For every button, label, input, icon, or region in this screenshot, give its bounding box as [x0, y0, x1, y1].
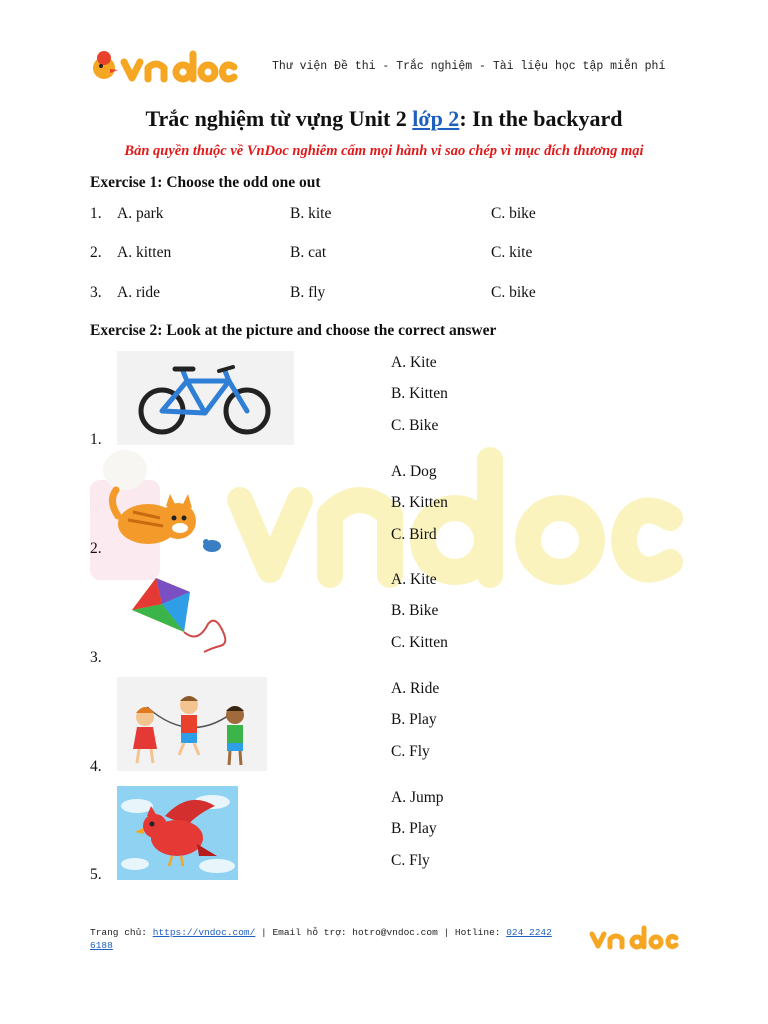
- ex2-item3-option-c: C. Kitten: [391, 634, 448, 651]
- ex1-row3-option-b: B. fly: [290, 284, 326, 301]
- ex1-row3-number: 3.: [90, 284, 102, 301]
- ex1-row1-option-c: C. bike: [491, 205, 536, 222]
- ex2-item2-option-b: B. Kitten: [391, 494, 448, 511]
- footer-home-label: Trang chủ:: [90, 927, 153, 938]
- page-footer: [90, 926, 560, 952]
- ex1-row3-option-a: A. ride: [117, 284, 161, 301]
- bike-image: [117, 351, 294, 445]
- ex2-item4-option-b: B. Play: [391, 711, 437, 728]
- title-text-after: : In the backyard: [459, 106, 623, 131]
- footer-email-text: | Email hỗ trợ: hotro@vndoc.com | Hotline:: [255, 927, 507, 938]
- kite-image: [128, 574, 236, 656]
- title-grade-link[interactable]: lớp 2: [412, 106, 460, 131]
- ex2-item4-option-a: A. Ride: [391, 680, 440, 697]
- copyright-notice: Bản quyền thuộc về VnDoc nghiêm cấm mọi hành vi sao chép vì mục đích thương mại: [124, 143, 644, 159]
- footer-home-link[interactable]: https://vndoc.com/: [152, 927, 256, 938]
- ex2-item5-option-a: A. Jump: [391, 789, 444, 806]
- vndoc-logo[interactable]: [90, 46, 240, 86]
- ex2-item4-option-c: C. Fly: [391, 743, 430, 760]
- ex2-item4-number: 4.: [90, 758, 102, 775]
- ex2-item2-number: 2.: [90, 540, 102, 557]
- footer-hotline-link[interactable]: 024 2242 6188: [90, 927, 552, 951]
- ex1-row1-number: 1.: [90, 205, 102, 222]
- vndoc-logo-icon: [90, 46, 240, 86]
- ex2-item2-option-a: A. Dog: [391, 463, 437, 480]
- ex1-row2-option-a: A. kitten: [117, 244, 172, 261]
- page-title: [0, 106, 768, 132]
- ex2-item5-option-c: C. Fly: [391, 852, 430, 869]
- ex1-row2-number: 2.: [90, 244, 102, 261]
- ex2-item1-option-a: A. Kite: [391, 354, 437, 371]
- kids-playing-image: [117, 677, 267, 771]
- ex2-item2-option-c: C. Bird: [391, 526, 437, 543]
- ex2-item1-option-b: B. Kitten: [391, 385, 448, 402]
- title-text-before: Trắc nghiệm từ vựng Unit 2: [145, 106, 413, 131]
- ex2-item5-option-b: B. Play: [391, 820, 437, 837]
- ex2-item3-option-b: B. Bike: [391, 602, 439, 619]
- ex2-item1-option-c: C. Bike: [391, 417, 439, 434]
- ex1-row2-option-b: B. cat: [290, 244, 327, 261]
- ex1-row2-option-c: C. kite: [491, 244, 533, 261]
- exercise2-heading: Exercise 2: Look at the picture and choose the correct answer: [90, 322, 497, 339]
- site-tagline: Thư viện Đề thi - Trắc nghiệm - Tài liệu học tập miễn phí: [272, 60, 666, 73]
- exercise1-heading: Exercise 1: Choose the odd one out: [90, 174, 321, 191]
- ex1-row1-option-b: B. kite: [290, 205, 332, 222]
- footer-logo[interactable]: [588, 924, 680, 950]
- ex2-item5-number: 5.: [90, 866, 102, 883]
- ex2-item3-number: 3.: [90, 649, 102, 666]
- vndoc-footer-logo-icon: [588, 924, 680, 950]
- bird-image: [117, 786, 238, 880]
- ex2-item3-option-a: A. Kite: [391, 571, 437, 588]
- ex2-item1-number: 1.: [90, 431, 102, 448]
- ex1-row3-option-c: C. bike: [491, 284, 536, 301]
- kitten-image: [108, 476, 226, 556]
- ex1-row1-option-a: A. park: [117, 205, 164, 222]
